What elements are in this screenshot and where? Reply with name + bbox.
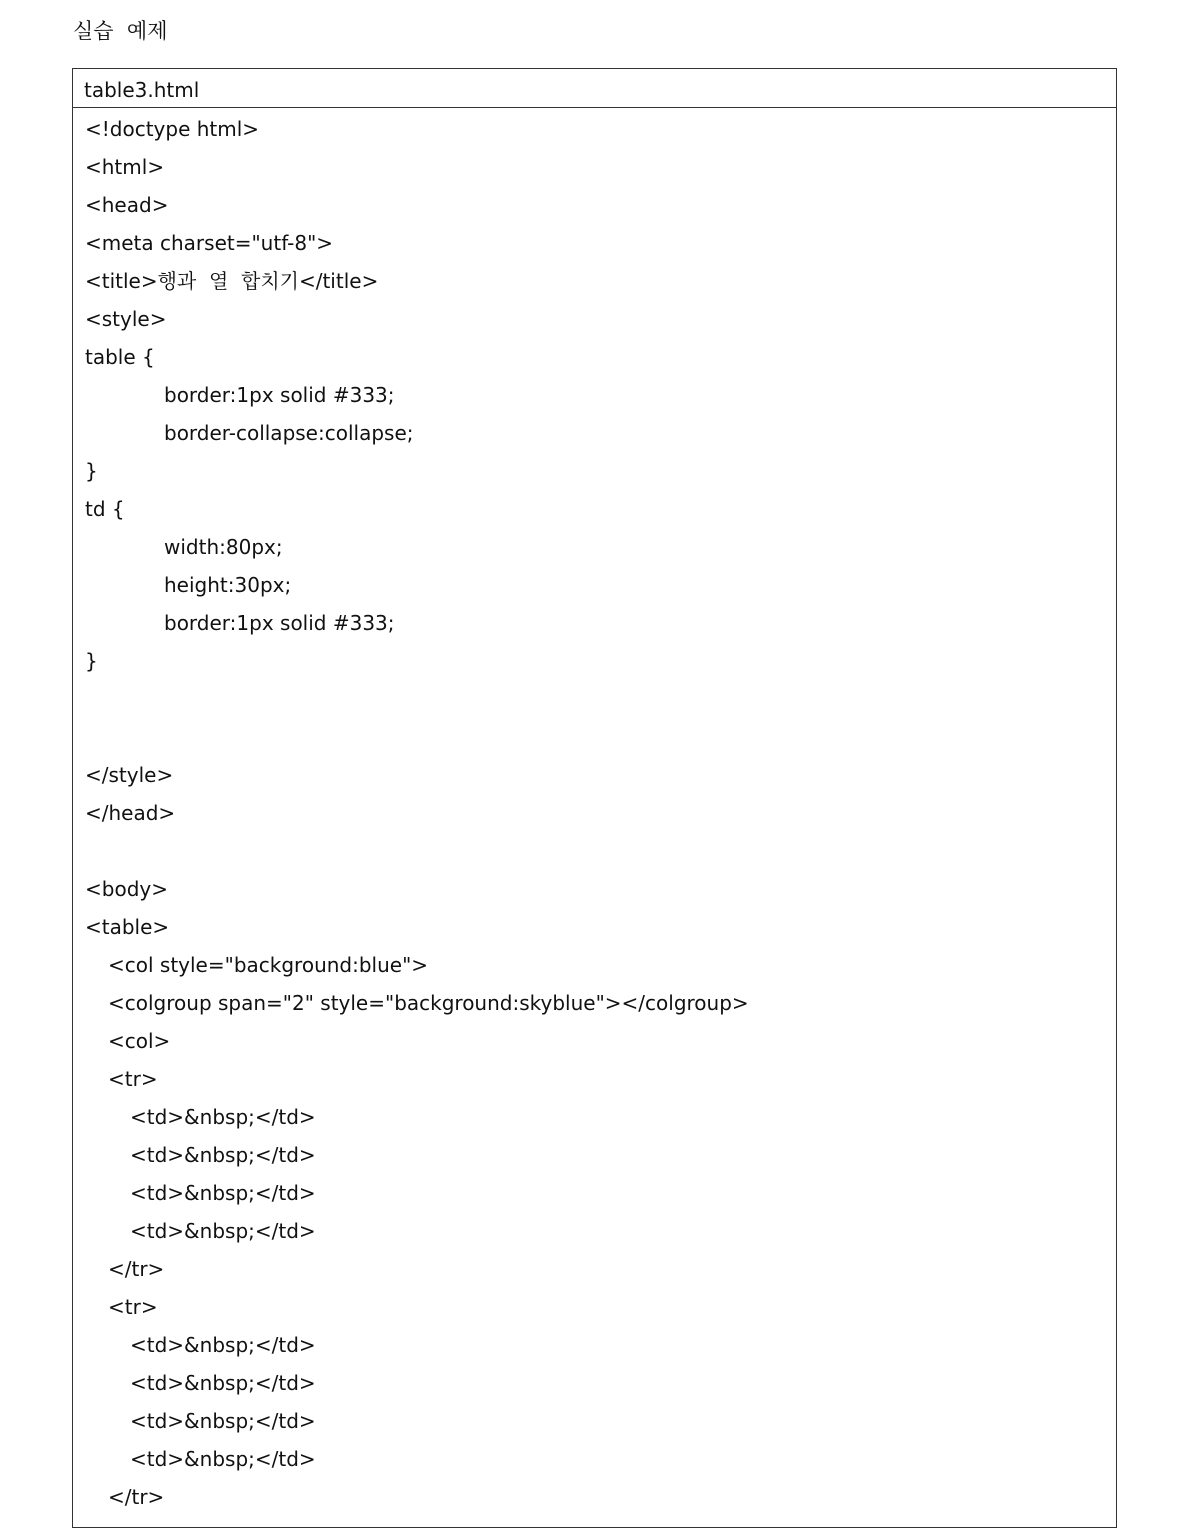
code-line: <td>&nbsp;</td> [130, 1143, 316, 1167]
code-line: height:30px; [164, 573, 292, 597]
code-line: width:80px; [164, 535, 283, 559]
code-line: <td>&nbsp;</td> [130, 1409, 316, 1433]
code-line: border:1px solid #333; [164, 383, 395, 407]
code-line: <!doctype html> [85, 117, 260, 141]
code-line: <tr> [108, 1295, 158, 1319]
code-line: <meta charset="utf-8"> [85, 231, 334, 255]
code-filename-header: table3.html [73, 69, 1116, 108]
code-line: border-collapse:collapse; [164, 421, 414, 445]
code-line: table { [85, 345, 155, 369]
code-line: <td>&nbsp;</td> [130, 1219, 316, 1243]
code-line: <table> [85, 915, 170, 939]
code-line: <td>&nbsp;</td> [130, 1333, 316, 1357]
code-line: } [85, 459, 98, 483]
code-line [85, 718, 1116, 756]
code-line: <col style="background:blue"> [108, 953, 429, 977]
code-line: </head> [85, 801, 176, 825]
code-line: </tr> [108, 1485, 165, 1509]
code-line: <head> [85, 193, 169, 217]
code-line: <col> [108, 1029, 171, 1053]
code-line: } [85, 649, 98, 673]
code-listing-box [72, 68, 1117, 1528]
code-line [85, 832, 1116, 870]
code-line: </tr> [108, 1257, 165, 1281]
code-line: <colgroup span="2" style="background:skyblue"></colgroup> [108, 991, 749, 1015]
code-body [73, 108, 1116, 1516]
code-line: <td>&nbsp;</td> [130, 1371, 316, 1395]
code-line: <td>&nbsp;</td> [130, 1181, 316, 1205]
code-line: <html> [85, 155, 165, 179]
code-line: <body> [85, 877, 168, 901]
code-line: border:1px solid #333; [164, 611, 395, 635]
code-line: <td>&nbsp;</td> [130, 1105, 316, 1129]
code-line [85, 680, 1116, 718]
code-line: <style> [85, 307, 167, 331]
code-line: <tr> [108, 1067, 158, 1091]
code-line: <td>&nbsp;</td> [130, 1447, 316, 1471]
code-line: </style> [85, 763, 174, 787]
code-line: td { [85, 497, 125, 521]
page-heading: 실습 예제 [73, 19, 168, 43]
code-line: <title>행과 열 합치기</title> [85, 269, 379, 293]
